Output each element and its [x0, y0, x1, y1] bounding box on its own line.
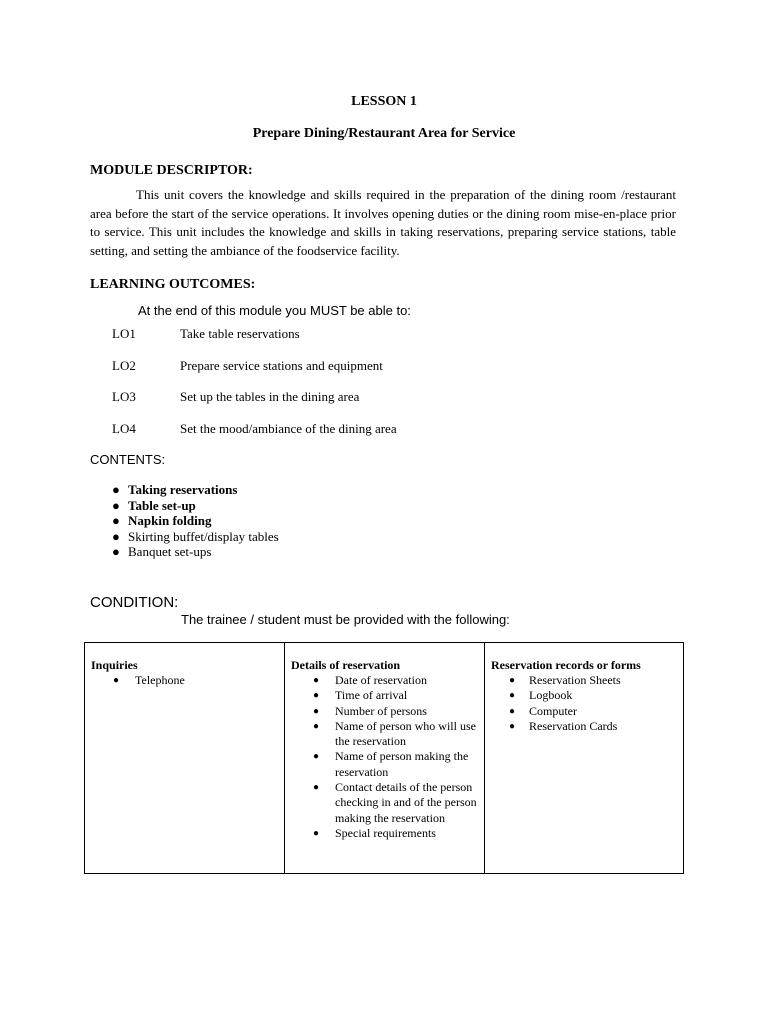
bullet-icon: ●: [112, 482, 120, 497]
list-item-text: Banquet set-ups: [128, 544, 212, 560]
bullet-icon: ●: [509, 690, 516, 702]
condition-intro: The trainee / student must be provided with the following:: [181, 612, 510, 627]
contents-list: [110, 482, 279, 560]
bullet-icon: ●: [112, 513, 120, 529]
learning-outcome-code: LO4: [112, 421, 136, 436]
table-column-inquiries: [85, 643, 285, 873]
column-title: Details of reservation: [291, 658, 401, 672]
bullet-icon: ●: [509, 705, 516, 717]
bullet-icon: ●: [112, 497, 120, 513]
module-descriptor-heading: MODULE DESCRIPTOR:: [90, 163, 253, 178]
column-list: [291, 673, 478, 841]
bullet-icon: ●: [112, 544, 120, 560]
list-item-text: Reservation Cards: [529, 718, 618, 733]
list-item: [291, 704, 478, 719]
list-item-text: Table set-up: [128, 497, 196, 513]
list-item-text: Skirting buffet/display tables: [128, 528, 279, 544]
learning-outcome-code: LO1: [112, 326, 136, 341]
list-item-text: Logbook: [529, 688, 573, 703]
list-item: [491, 719, 678, 734]
list-item-text: Time of arrival: [335, 688, 408, 703]
list-item-text: Name of person making the reservation: [335, 749, 469, 779]
list-item: [110, 529, 279, 545]
list-item-text: Contact details of the person checking in and of the person making the reservation: [335, 780, 477, 825]
lesson-subtitle: Prepare Dining/Restaurant Area for Service: [252, 126, 516, 141]
bullet-icon: ●: [313, 675, 320, 686]
bullet-icon: ●: [509, 675, 516, 686]
list-item: [110, 544, 279, 560]
learning-outcome-text: Take table reservations: [180, 326, 300, 341]
learning-outcome-text: Set the mood/ambiance of the dining area: [180, 421, 397, 436]
list-item: [291, 688, 478, 703]
list-item-text: Reservation Sheets: [529, 673, 621, 687]
module-descriptor-text: [90, 186, 676, 261]
contents-heading: CONTENTS:: [90, 452, 166, 467]
learning-outcomes-heading: LEARNING OUTCOMES:: [90, 277, 256, 292]
list-item: [110, 498, 279, 514]
list-item-text: Taking reservations: [128, 482, 238, 497]
list-item-text: Telephone: [135, 673, 185, 687]
list-item-text: Number of persons: [335, 703, 427, 718]
list-item: [110, 482, 279, 498]
column-title: Inquiries: [91, 658, 138, 672]
list-item: [291, 826, 478, 841]
column-list: [91, 673, 278, 688]
list-item-text: Special requirements: [335, 825, 436, 840]
bullet-icon: ●: [313, 827, 320, 839]
table-column-reservation-records: [485, 643, 684, 873]
list-item-text: Name of person who will use the reservation: [335, 718, 476, 749]
column-title: Reservation records or forms: [491, 658, 641, 672]
bullet-icon: ●: [313, 705, 320, 717]
list-item: [291, 673, 478, 688]
bullet-icon: ●: [509, 720, 516, 732]
list-item-text: Napkin folding: [128, 513, 212, 529]
learning-outcome-row: [112, 358, 383, 374]
condition-heading: CONDITION:: [90, 594, 179, 611]
list-item: [291, 719, 478, 750]
learning-outcome-row: [112, 389, 359, 405]
learning-outcome-row: [112, 421, 397, 437]
module-descriptor-paragraph: This unit covers the knowledge and skills required in the preparation of the dining room /restaurant area before the start of the service operations. It involves opening duties or the dining room mise-en-place prior to service. This unit includes the knowledge and skills in taking reservations, preparing service stations, table setting, and setting the ambiance of the foodservice facility.: [90, 187, 676, 259]
learning-outcome-text: Set up the tables in the dining area: [180, 389, 360, 404]
list-item: [91, 673, 278, 688]
bullet-icon: ●: [313, 690, 320, 702]
learning-outcome-row: [112, 326, 300, 342]
list-item: [491, 673, 678, 688]
bullet-icon: ●: [313, 751, 320, 763]
column-list: [491, 673, 678, 734]
list-item-text: Date of reservation: [335, 673, 427, 687]
lesson-title: LESSON 1: [351, 94, 417, 109]
condition-table: [84, 642, 684, 874]
list-item: [491, 688, 678, 703]
learning-outcome-code: LO3: [112, 389, 136, 404]
bullet-icon: ●: [112, 528, 120, 544]
bullet-icon: ●: [313, 782, 320, 794]
list-item-text: Computer: [529, 703, 577, 718]
bullet-icon: ●: [113, 675, 120, 686]
list-item: [491, 704, 678, 719]
list-item: [291, 749, 478, 780]
learning-outcomes-intro: At the end of this module you MUST be able to:: [138, 303, 411, 318]
bullet-icon: ●: [313, 720, 320, 732]
learning-outcome-code: LO2: [112, 358, 136, 373]
learning-outcome-text: Prepare service stations and equipment: [180, 358, 383, 373]
list-item: [291, 780, 478, 826]
list-item: [110, 513, 279, 529]
table-column-details-of-reservation: [285, 643, 485, 873]
